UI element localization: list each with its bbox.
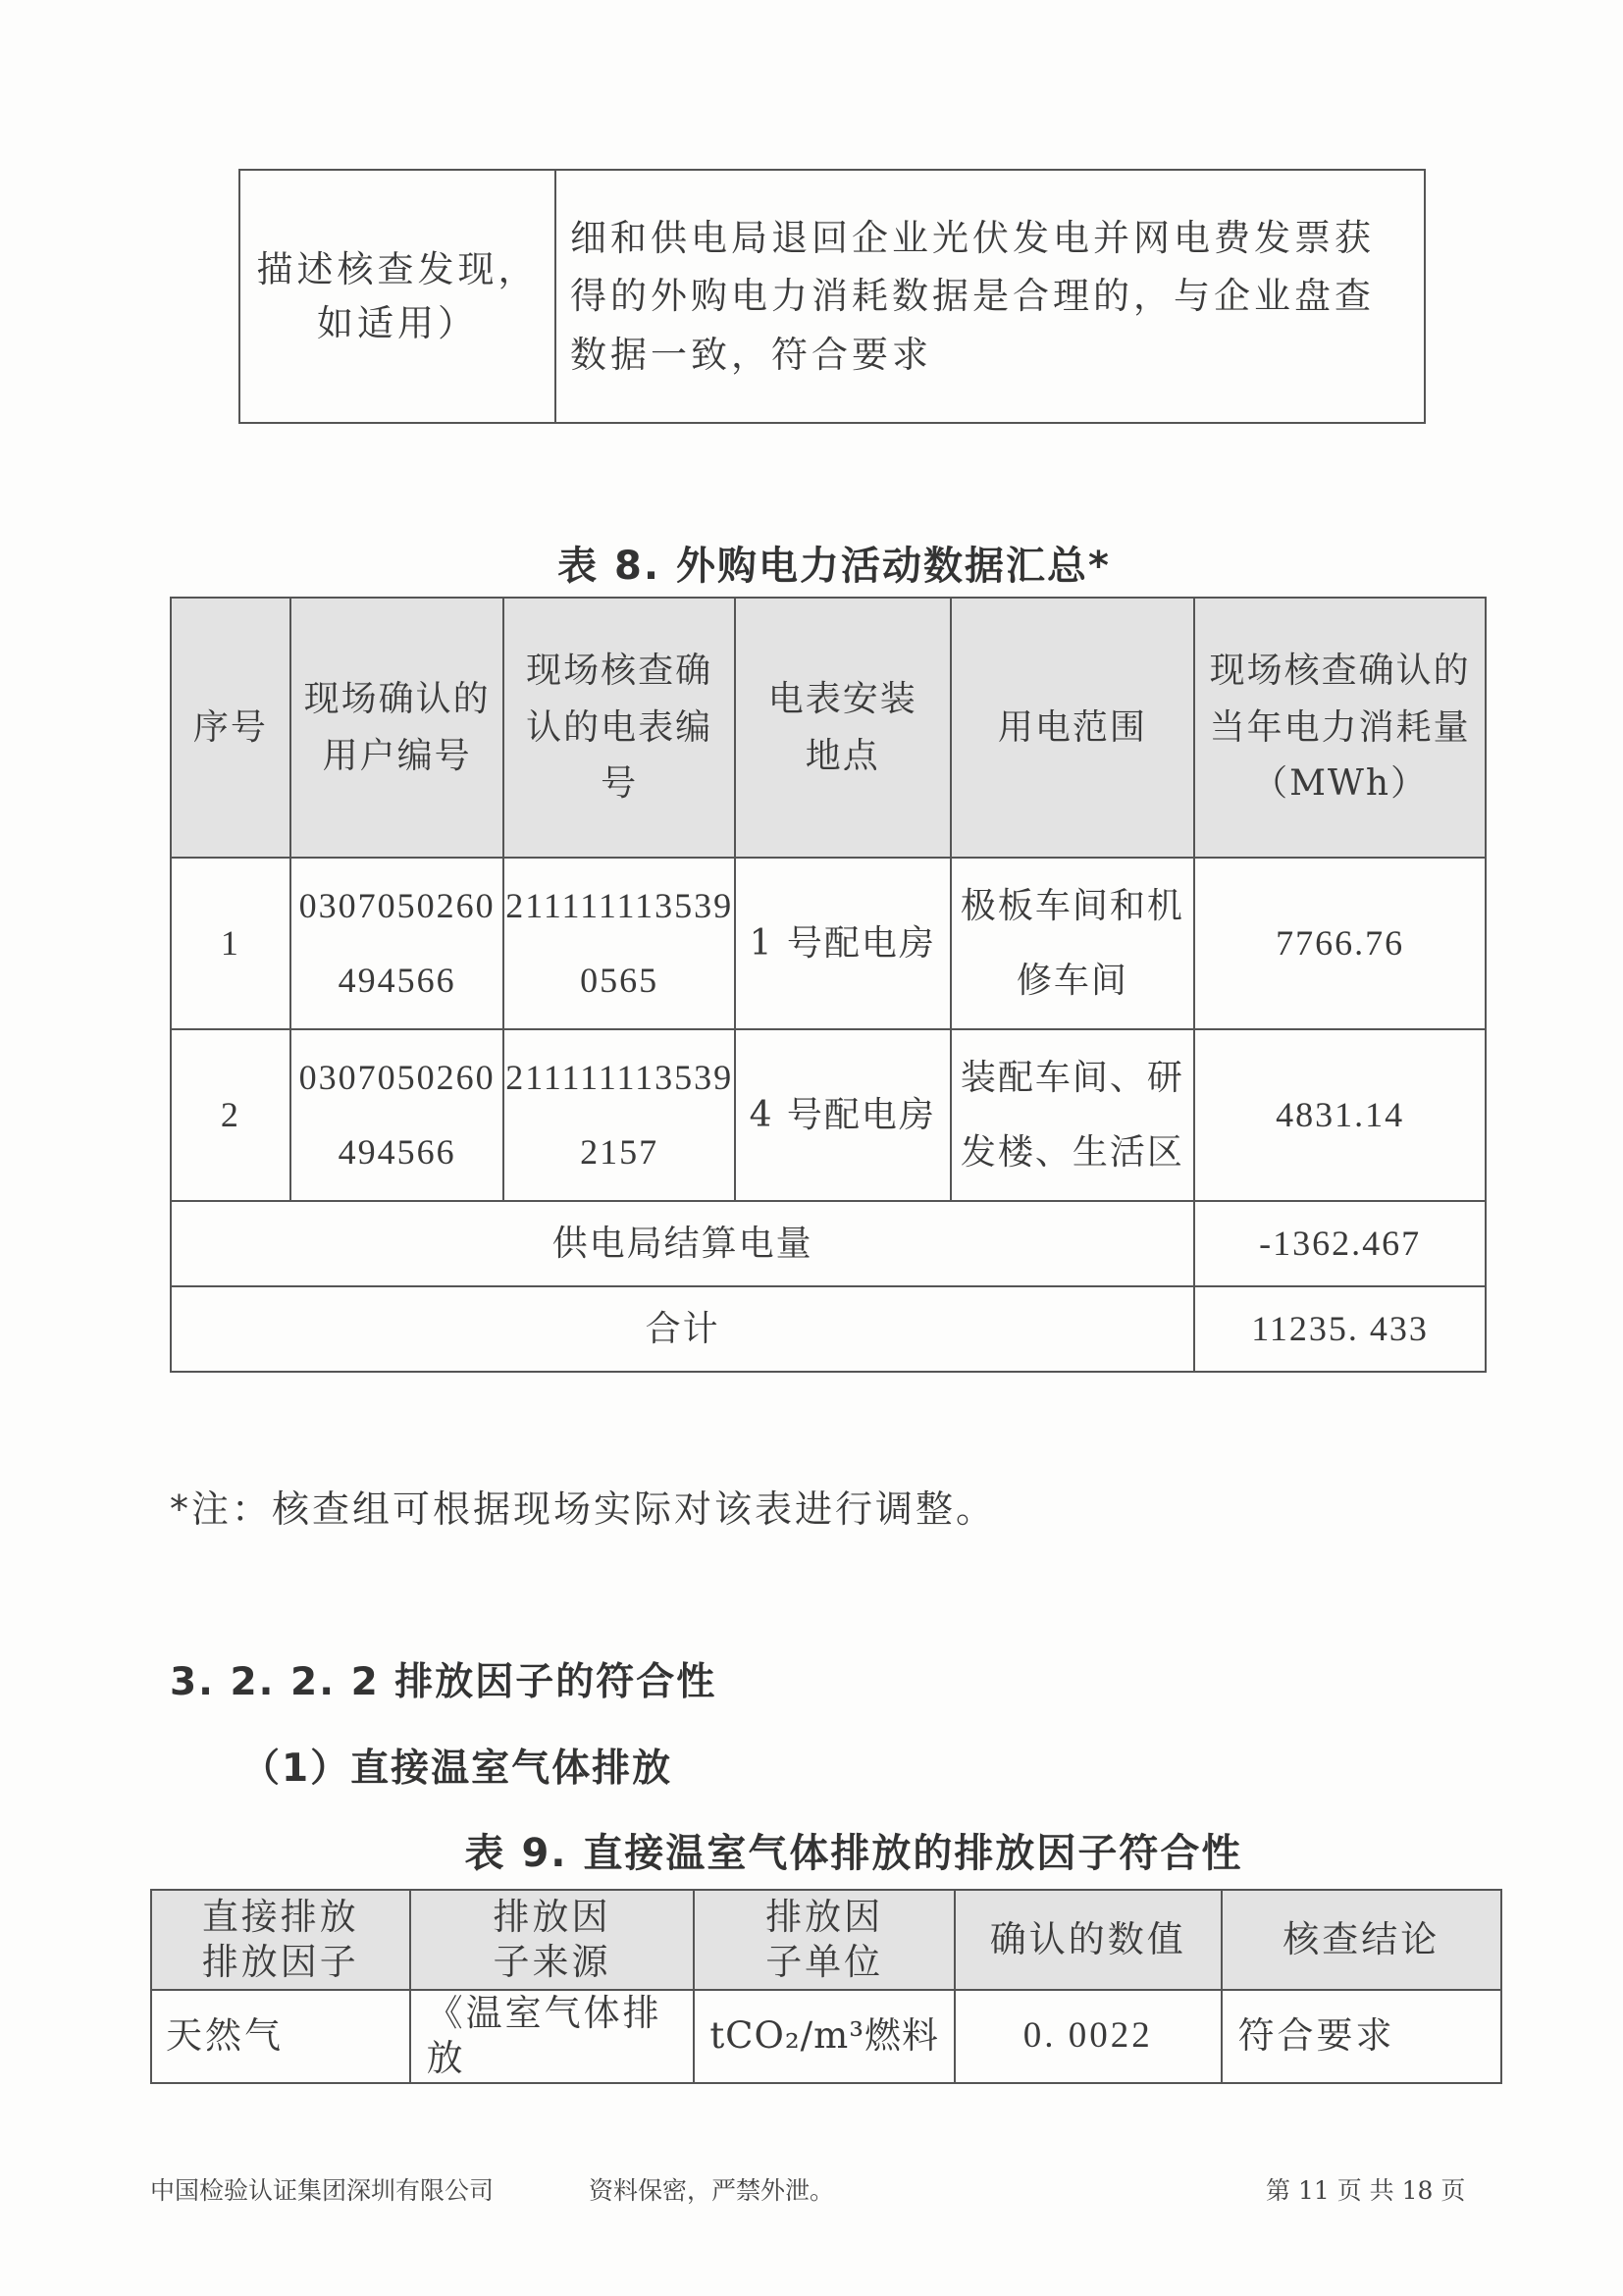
row-value: 0. 0022	[955, 1990, 1222, 2083]
row-location: 1 号配电房	[735, 858, 951, 1029]
row-consumption: 4831.14	[1194, 1029, 1486, 1201]
footer-company: 中国检验认证集团深圳有限公司	[150, 2176, 495, 2205]
settlement-label: 供电局结算电量	[171, 1201, 1194, 1286]
header-confirmed-value: 确认的数值	[955, 1890, 1222, 1990]
header-consumption: 现场核查确认的当年电力消耗量（MWh）	[1194, 598, 1486, 858]
row-source: 《温室气体排放	[410, 1990, 695, 2083]
verification-findings-table	[238, 169, 1426, 424]
total-row	[171, 1286, 1486, 1372]
row-location: 4 号配电房	[735, 1029, 951, 1201]
row-user-id: 0307050260494566	[290, 858, 504, 1029]
row-user-id: 0307050260494566	[290, 1029, 504, 1201]
table9-caption: 表 9. 直接温室气体排放的排放因子符合性	[464, 1831, 1243, 1876]
row-meter-id: 2111111135390565	[503, 858, 735, 1029]
row-conclusion: 符合要求	[1222, 1990, 1501, 2083]
table8-caption: 表 8. 外购电力活动数据汇总*	[557, 544, 1111, 589]
footer-page-number: 第 11 页 共 18 页	[1266, 2176, 1466, 2205]
header-direct-factor: 直接排放排放因子	[151, 1890, 410, 1990]
row-factor: 天然气	[151, 1990, 410, 2083]
total-value: 11235. 433	[1194, 1286, 1486, 1372]
findings-content-cell	[555, 170, 1425, 423]
findings-label: 描述核查发现，如适用）	[256, 247, 539, 344]
table-row	[151, 1990, 1501, 2083]
row-serial: 1	[171, 858, 290, 1029]
header-user-id: 现场确认的用户编号	[290, 598, 504, 858]
header-serial: 序号	[171, 598, 290, 858]
header-factor-unit: 排放因子单位	[694, 1890, 955, 1990]
sub-heading: （1）直接温室气体排放	[241, 1747, 673, 1791]
header-factor-source: 排放因子来源	[410, 1890, 695, 1990]
header-conclusion: 核查结论	[1222, 1890, 1501, 1990]
settlement-row	[171, 1201, 1486, 1286]
settlement-value: -1362.467	[1194, 1201, 1486, 1286]
section-heading: 3. 2. 2. 2 排放因子的符合性	[170, 1660, 717, 1704]
findings-label-cell	[239, 170, 555, 423]
table-row	[171, 1029, 1486, 1201]
total-label: 合计	[171, 1286, 1194, 1372]
row-scope: 装配车间、研发楼、生活区	[951, 1029, 1195, 1201]
header-meter-id: 现场核查确认的电表编号	[503, 598, 735, 858]
row-serial: 2	[171, 1029, 290, 1201]
electricity-data-table	[170, 597, 1487, 1373]
footer-confidential: 资料保密，严禁外泄。	[589, 2176, 835, 2205]
table-row	[171, 858, 1486, 1029]
table-note: *注：核查组可根据现场实际对该表进行调整。	[170, 1487, 997, 1531]
row-meter-id: 2111111135392157	[503, 1029, 735, 1201]
row-scope: 极板车间和机修车间	[951, 858, 1195, 1029]
header-scope: 用电范围	[951, 598, 1195, 858]
findings-content: 细和供电局退回企业光伏发电并网电费发票获得的外购电力消耗数据是合理的，与企业盘查数据一致，符合要求	[570, 217, 1375, 376]
row-unit: tCO₂/m³燃料	[694, 1990, 955, 2083]
row-consumption: 7766.76	[1194, 858, 1486, 1029]
header-location: 电表安装地点	[735, 598, 951, 858]
emission-factor-table	[150, 1889, 1502, 2084]
